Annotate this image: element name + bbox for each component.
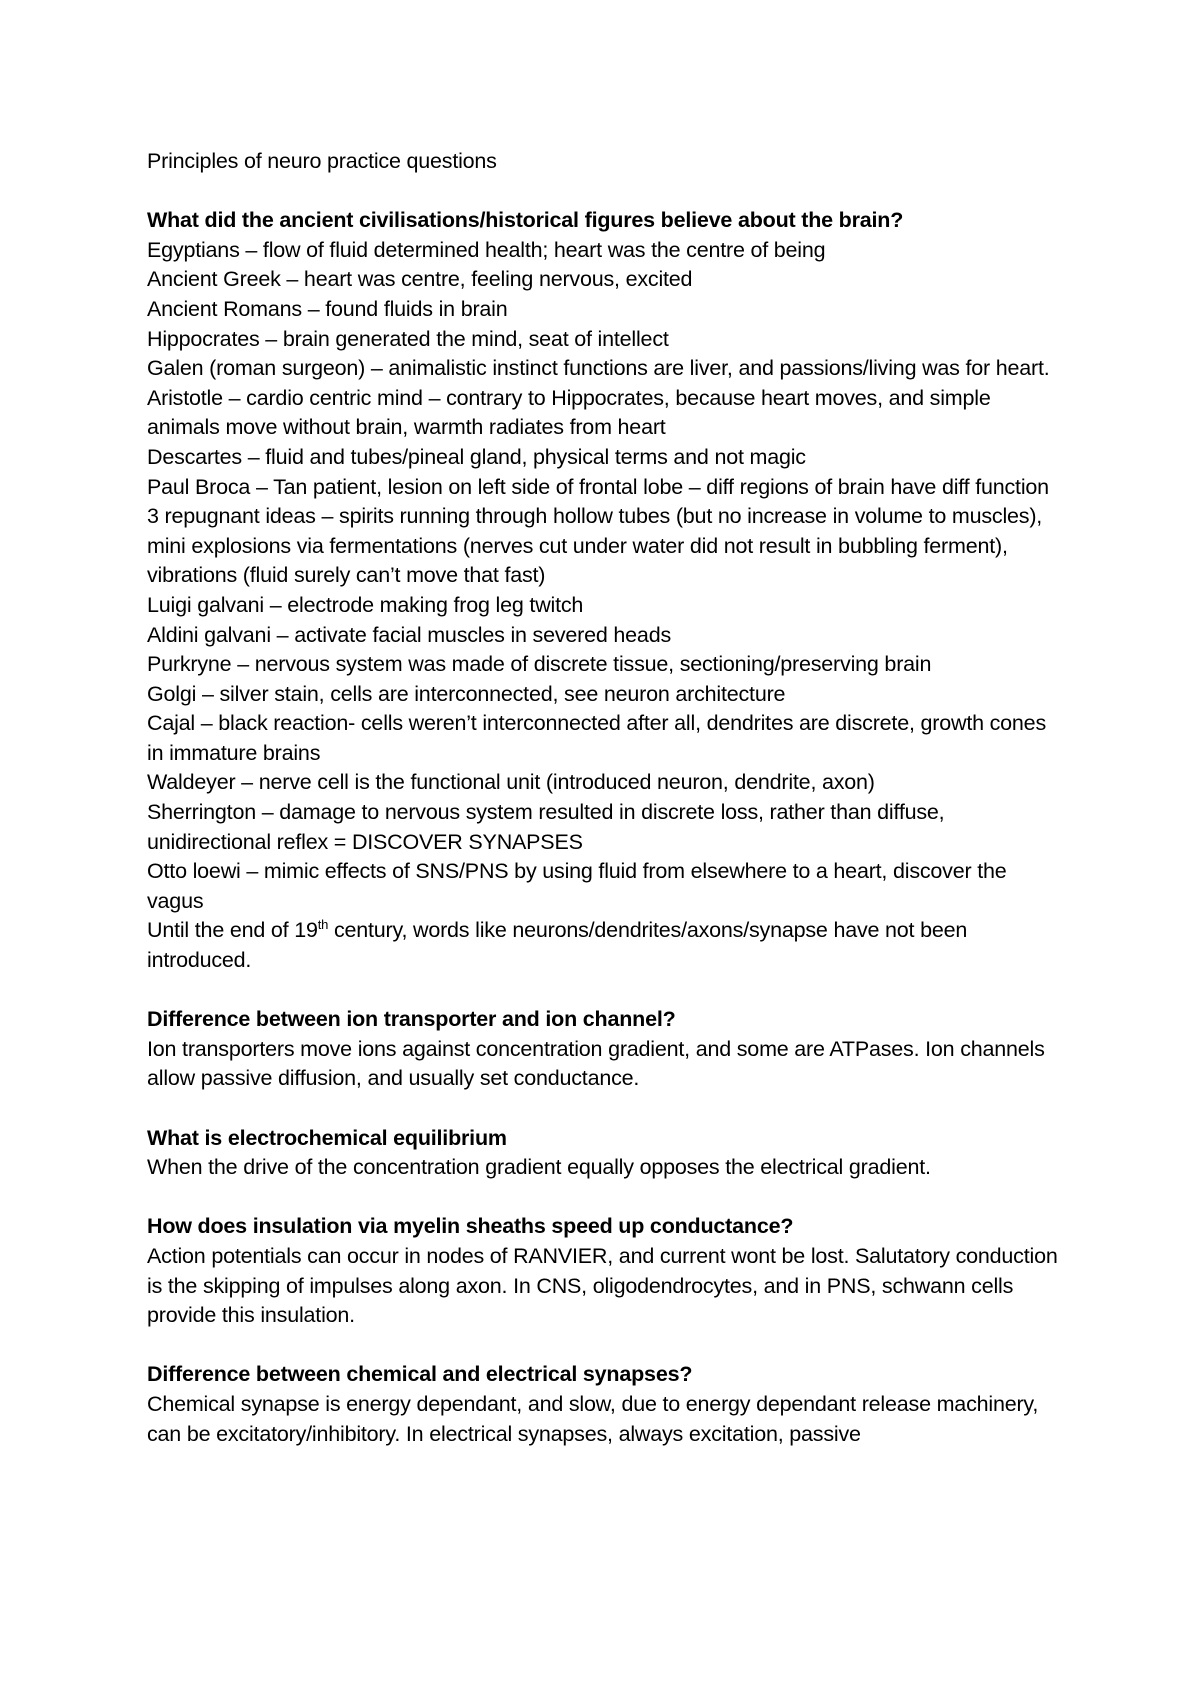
question-heading: What is electrochemical equilibrium — [147, 1125, 507, 1150]
answer-text: Action potentials can occur in nodes of RANVIER, and current wont be lost. Salutatory conduction is the skipping of impulses along axon. In CNS, oligodendrocytes, and in PNS, schwann cells provide this insulation. — [147, 1243, 1058, 1328]
answer-line: Sherrington – damage to nervous system resulted in discrete loss, rather than diffuse, unidirectional reflex = DISCOVER SYNAPSES — [147, 800, 945, 854]
text-run: Until the end of 19 — [147, 918, 318, 943]
answer-line: Cajal – black reaction- cells weren’t interconnected after all, dendrites are discrete, growth cones in immature brains — [147, 711, 1046, 765]
answer-line: Golgi – silver stain, cells are interconnected, see neuron architecture — [147, 681, 786, 706]
answer-line: Aldini galvani – activate facial muscles in severed heads — [147, 622, 672, 647]
answer-line: Ancient Romans – found fluids in brain — [147, 296, 508, 321]
answer-text: Chemical synapse is energy dependant, and slow, due to energy dependant release machinery, can be excitatory/inhibitory. In electrical synapses, always excitation, passive — [147, 1391, 1039, 1446]
spacer — [147, 1331, 1067, 1361]
answer-text: Ion transporters move ions against concentration gradient, and some are ATPases. Ion channels allow passive diffusion, and usually set conductance. — [147, 1036, 1045, 1091]
answer-line: Otto loewi – mimic effects of SNS/PNS by using fluid from elsewhere to a heart, discover the vagus — [147, 859, 1007, 913]
answer-line: Ancient Greek – heart was centre, feeling nervous, excited — [147, 267, 693, 292]
answer-line: Aristotle – cardio centric mind – contrary to Hippocrates, because heart moves, and simple animals move without brain, warmth radiates from heart — [147, 385, 991, 440]
document-title: Principles of neuro practice questions — [147, 149, 497, 173]
text-run: century, words like neurons/dendrites/axons/synapse have not been introduced. — [147, 918, 968, 973]
question-heading: How does insulation via myelin sheaths speed up conductance? — [147, 1214, 794, 1239]
answer-line: Galen (roman surgeon) – animalistic instinct functions are liver, and passions/living was for heart. — [147, 356, 1050, 381]
spacer — [147, 177, 1067, 207]
spacer — [147, 1183, 1067, 1213]
answer-line-superscript — [147, 916, 1067, 975]
answer-line: Waldeyer – nerve cell is the functional unit (introduced neuron, dendrite, axon) — [147, 770, 875, 795]
answer-text: When the drive of the concentration gradient equally opposes the electrical gradient. — [147, 1155, 931, 1180]
answer-line: Descartes – fluid and tubes/pineal gland, physical terms and not magic — [147, 444, 806, 469]
answer-line: Luigi galvani – electrode making frog leg twitch — [147, 592, 584, 617]
answer-line: 3 repugnant ideas – spirits running through hollow tubes (but no increase in volume to muscles), mini explosions via fermentations (nerves cut under water did not result in bubbling ferment), vibrations (fluid surely can’t move that fast) — [147, 504, 1043, 588]
question-heading: Difference between ion transporter and ion channel? — [147, 1007, 676, 1032]
answer-line: Hippocrates – brain generated the mind, seat of intellect — [147, 326, 669, 351]
spacer — [147, 976, 1067, 1006]
ordinal-superscript: th — [317, 917, 329, 933]
question-heading: Difference between chemical and electrical synapses? — [147, 1362, 693, 1387]
answer-line: Purkryne – nervous system was made of discrete tissue, sectioning/preserving brain — [147, 652, 932, 677]
answer-line: Egyptians – flow of fluid determined health; heart was the centre of being — [147, 237, 826, 262]
question-heading: What did the ancient civilisations/historical figures believe about the brain? — [147, 208, 904, 233]
document-page — [147, 147, 1067, 1449]
spacer — [147, 1094, 1067, 1124]
answer-line: Paul Broca – Tan patient, lesion on left side of frontal lobe – diff regions of brain have diff function — [147, 474, 1049, 499]
